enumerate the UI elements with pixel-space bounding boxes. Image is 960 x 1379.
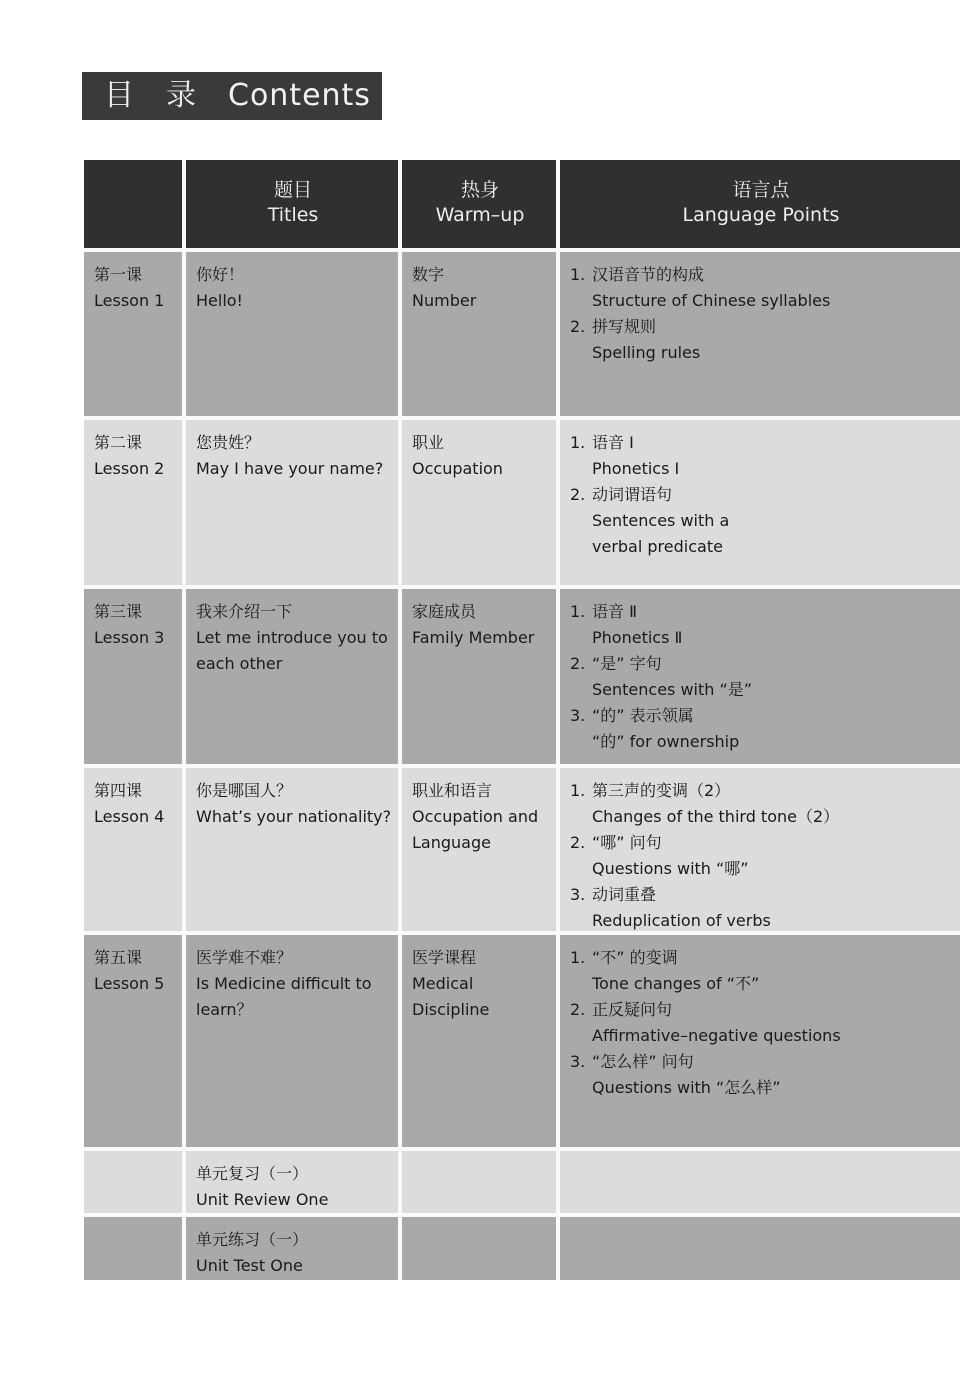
lesson-title-cn: 你好！ bbox=[196, 265, 245, 284]
unit-review-title[interactable] bbox=[186, 1151, 402, 1213]
point-en: “的” for ownership bbox=[592, 732, 740, 751]
blank-cell bbox=[402, 1151, 560, 1213]
unit-review-en: Unit Review One bbox=[196, 1190, 329, 1209]
point-number: 2. bbox=[570, 1000, 586, 1019]
lesson-title-en: May I have your name? bbox=[196, 459, 384, 478]
table-row bbox=[84, 589, 960, 768]
language-points bbox=[560, 420, 960, 585]
blank-cell bbox=[84, 1151, 186, 1213]
lesson-title[interactable] bbox=[186, 420, 402, 585]
point-cn: 语音 Ⅱ bbox=[592, 602, 637, 621]
unit-test-title[interactable] bbox=[186, 1217, 402, 1280]
table-row-unit-test bbox=[84, 1217, 960, 1280]
language-point bbox=[570, 482, 952, 560]
lesson-number-en: Lesson 5 bbox=[94, 974, 165, 993]
lesson-warmup bbox=[402, 935, 560, 1147]
language-points bbox=[560, 252, 960, 416]
warmup-cn: 职业和语言 bbox=[412, 781, 493, 800]
header-warmup-cn: 热身 bbox=[460, 179, 499, 201]
point-number: 2. bbox=[570, 833, 586, 852]
point-cn: 动词重叠 bbox=[592, 885, 657, 904]
point-en: Reduplication of verbs bbox=[592, 911, 771, 930]
header-titles bbox=[186, 160, 402, 248]
lesson-warmup bbox=[402, 252, 560, 416]
table-row bbox=[84, 768, 960, 935]
lesson-warmup bbox=[402, 420, 560, 585]
point-en: Tone changes of “不” bbox=[592, 974, 760, 993]
warmup-en: Medical Discipline bbox=[412, 974, 490, 1019]
language-point bbox=[570, 882, 952, 934]
point-en: Phonetics Ⅰ bbox=[592, 459, 680, 478]
blank-cell bbox=[84, 1217, 186, 1280]
lesson-number-cn: 第一课 bbox=[94, 265, 143, 284]
lesson-number bbox=[84, 420, 186, 585]
language-points bbox=[560, 768, 960, 931]
lesson-number bbox=[84, 252, 186, 416]
point-en: Structure of Chinese syllables bbox=[592, 291, 831, 310]
lesson-title-cn: 您贵姓？ bbox=[196, 433, 261, 452]
language-point bbox=[570, 945, 952, 997]
lesson-title[interactable] bbox=[186, 935, 402, 1147]
point-cn: 汉语音节的构成 bbox=[592, 265, 705, 284]
language-point bbox=[570, 778, 952, 830]
language-point bbox=[570, 1049, 952, 1101]
header-lp-en: Language Points bbox=[682, 204, 840, 226]
warmup-en: Occupation bbox=[412, 459, 503, 478]
lesson-title[interactable] bbox=[186, 252, 402, 416]
lesson-title-en: Is Medicine difficult to learn？ bbox=[196, 974, 372, 1019]
language-point bbox=[570, 262, 952, 314]
point-cn: 拼写规则 bbox=[592, 317, 657, 336]
table-row bbox=[84, 420, 960, 589]
header-language-points bbox=[560, 160, 960, 248]
warmup-cn: 职业 bbox=[412, 433, 445, 452]
lesson-number-cn: 第五课 bbox=[94, 948, 143, 967]
point-number: 3. bbox=[570, 706, 586, 725]
lesson-title-en: Let me introduce you to each other bbox=[196, 628, 388, 673]
language-point bbox=[570, 599, 952, 651]
lesson-title-cn: 医学难不难？ bbox=[196, 948, 293, 967]
header-lp-cn: 语言点 bbox=[732, 179, 790, 201]
header-warmup-en: Warm–up bbox=[435, 204, 525, 226]
lesson-title-en: Hello! bbox=[196, 291, 243, 310]
lesson-number bbox=[84, 935, 186, 1147]
point-cn: “的” 表示领属 bbox=[592, 706, 694, 725]
point-number: 3. bbox=[570, 885, 586, 904]
language-points bbox=[560, 935, 960, 1147]
language-point bbox=[570, 430, 952, 482]
blank-cell bbox=[402, 1217, 560, 1280]
point-cn: “不” 的变调 bbox=[592, 948, 678, 967]
language-point bbox=[570, 997, 952, 1049]
lesson-warmup bbox=[402, 589, 560, 764]
lesson-number-en: Lesson 4 bbox=[94, 807, 165, 826]
point-number: 1. bbox=[570, 948, 586, 967]
lesson-number bbox=[84, 768, 186, 931]
point-cn: 第三声的变调（2） bbox=[592, 781, 731, 800]
lesson-number-en: Lesson 1 bbox=[94, 291, 165, 310]
point-en: Affirmative–negative questions bbox=[592, 1026, 841, 1045]
point-number: 1. bbox=[570, 602, 586, 621]
unit-test-cn: 单元练习（一） bbox=[196, 1230, 309, 1249]
point-en: Questions with “怎么样” bbox=[592, 1078, 781, 1097]
point-cn: “哪” 问句 bbox=[592, 833, 662, 852]
lesson-number-cn: 第四课 bbox=[94, 781, 143, 800]
lesson-title-en: What’s your nationality? bbox=[196, 807, 392, 826]
point-cn: 语音 Ⅰ bbox=[592, 433, 634, 452]
point-number: 2. bbox=[570, 485, 586, 504]
table-header bbox=[84, 160, 960, 252]
point-en: Changes of the third tone（2） bbox=[592, 807, 840, 826]
lesson-title[interactable] bbox=[186, 768, 402, 931]
lesson-number-en: Lesson 2 bbox=[94, 459, 165, 478]
point-number: 2. bbox=[570, 654, 586, 673]
page-title: 目 录 Contents bbox=[82, 72, 382, 120]
lesson-warmup bbox=[402, 768, 560, 931]
lesson-number-cn: 第二课 bbox=[94, 433, 143, 452]
point-en: Spelling rules bbox=[592, 343, 701, 362]
table-row bbox=[84, 935, 960, 1151]
header-warmup bbox=[402, 160, 560, 248]
point-cn: “怎么样” 问句 bbox=[592, 1052, 694, 1071]
header-titles-cn: 题目 bbox=[273, 179, 312, 201]
point-number: 1. bbox=[570, 265, 586, 284]
lesson-number bbox=[84, 589, 186, 764]
lesson-number-cn: 第三课 bbox=[94, 602, 143, 621]
warmup-en: Family Member bbox=[412, 628, 535, 647]
point-number: 1. bbox=[570, 433, 586, 452]
warmup-en: Occupation and Language bbox=[412, 807, 539, 852]
language-point bbox=[570, 703, 952, 755]
language-points bbox=[560, 589, 960, 764]
point-cn: “是” 字句 bbox=[592, 654, 662, 673]
table-row bbox=[84, 252, 960, 420]
contents-table bbox=[84, 160, 960, 1280]
blank-cell bbox=[560, 1151, 960, 1213]
language-point bbox=[570, 314, 952, 366]
warmup-cn: 数字 bbox=[412, 265, 445, 284]
lesson-number-en: Lesson 3 bbox=[94, 628, 165, 647]
lesson-title-cn: 你是哪国人？ bbox=[196, 781, 293, 800]
point-number: 3. bbox=[570, 1052, 586, 1071]
unit-test-en: Unit Test One bbox=[196, 1256, 303, 1275]
table-row-unit-review bbox=[84, 1151, 960, 1217]
point-en: Phonetics Ⅱ bbox=[592, 628, 683, 647]
warmup-en: Number bbox=[412, 291, 477, 310]
lesson-title[interactable] bbox=[186, 589, 402, 764]
language-point bbox=[570, 830, 952, 882]
point-number: 2. bbox=[570, 317, 586, 336]
point-en: Questions with “哪” bbox=[592, 859, 749, 878]
language-point bbox=[570, 651, 952, 703]
point-number: 1. bbox=[570, 781, 586, 800]
warmup-cn: 家庭成员 bbox=[412, 602, 477, 621]
warmup-cn: 医学课程 bbox=[412, 948, 477, 967]
lesson-title-cn: 我来介绍一下 bbox=[196, 602, 293, 621]
point-en: Sentences with a verbal predicate bbox=[592, 511, 730, 556]
blank-cell bbox=[560, 1217, 960, 1280]
point-en: Sentences with “是” bbox=[592, 680, 753, 699]
header-blank-cell bbox=[84, 160, 186, 248]
unit-review-cn: 单元复习（一） bbox=[196, 1164, 309, 1183]
point-cn: 正反疑问句 bbox=[592, 1000, 673, 1019]
point-cn: 动词谓语句 bbox=[592, 485, 673, 504]
header-titles-en: Titles bbox=[267, 204, 319, 226]
